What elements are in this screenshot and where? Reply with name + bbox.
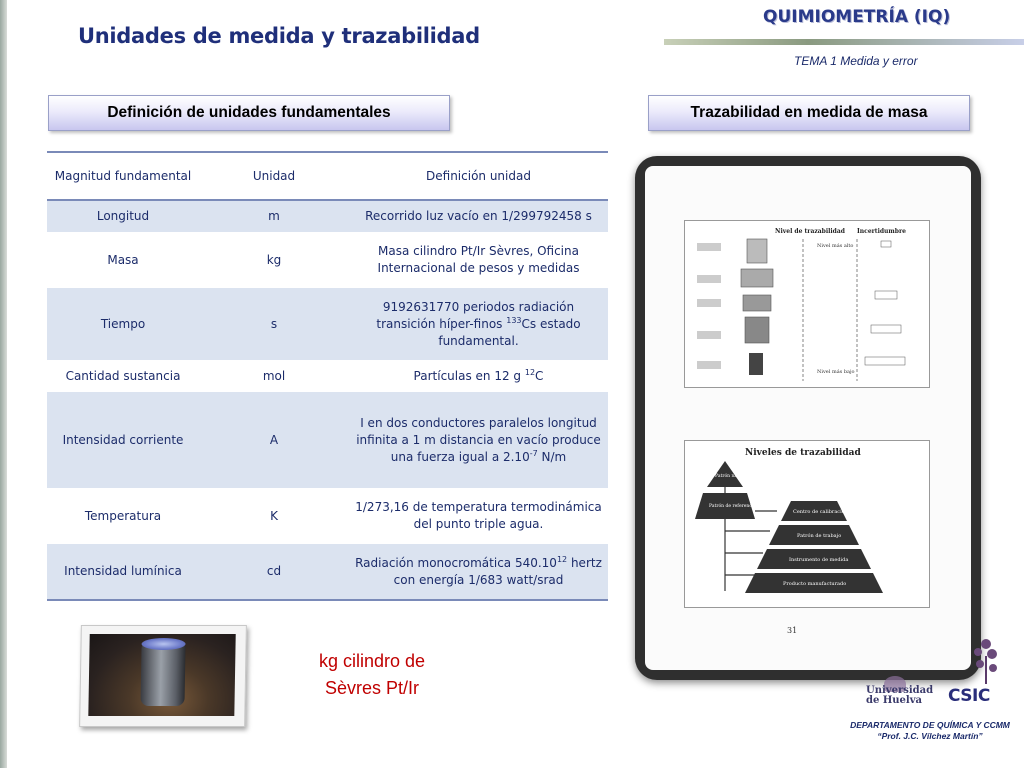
pyramid-level: Centro de calibración [793,509,848,515]
department-name: DEPARTAMENTO DE QUÍMICA Y CCMM [850,720,1010,730]
magnitude-cell: Intensidad corriente [47,392,199,488]
fig1-level-low: Nivel más bajo [817,369,855,375]
photo-caption: kg cilindro de Sèvres Pt/Ir [318,651,426,698]
pyramid-level: Patrón de trabajo [797,533,842,539]
table-row [47,288,608,360]
department-honoree: “Prof. J.C. Vílchez Martín” [877,731,983,741]
fig1-level-high: Nivel más alto [817,243,854,249]
definition-cell: 9192631770 periodos radiación transición híper-finos $^{133}$Cs estado fundamental. [349,288,608,360]
pyramid-top-label: Patrón nacional [715,474,751,479]
traceability-chain-figure [684,220,930,388]
magnitude-cell: Masa [107,252,139,267]
photo-image [88,634,235,716]
unit-cell: A [199,392,349,488]
definition-cell: I en dos conductores paralelos longitud infinita a 1 m distancia en vacío produce una fuerza igual a $2.10^{-7}$ N/m [349,392,608,488]
definition-cell: Masa cilindro Pt/Ir Sèvres, Oficina Internacional de pesos y medidas [377,244,580,275]
header-magnitude: Magnitud fundamental [47,152,199,200]
fig2-title: Niveles de trazabilidad [745,448,861,458]
unit-cell: kg [266,252,282,267]
magnitude-cell: Intensidad lumínica [47,544,199,600]
magnitude-cell: Tiempo [47,288,199,360]
table-row [47,544,608,600]
csic-tree-icon [968,636,998,686]
magnitude-cell: Longitud [47,200,199,232]
university-huelva-logo [866,676,934,716]
pyramid-reference-label: Patrón de referencia [709,504,756,509]
csic-logo [948,636,998,710]
unit-cell: cd [199,544,349,600]
section-tab-traceability: Trazabilidad en medida de masa [648,95,970,131]
definition-cell: Radiación monocromática 540.10$^{12}$ hertz con energía 1/683 watt/srad [349,544,608,600]
fig1-column-label: Incertidumbre [857,228,906,235]
table-row [47,360,608,392]
cylinder-shape [140,644,185,706]
unit-cell: s [199,288,349,360]
department-credit [830,720,1024,742]
csic-name: CSIC [948,686,990,706]
tablet-frame [635,156,981,680]
scan-page-number: 31 [787,626,798,635]
definition-cell: Recorrido luz vacío en 1/299792458 s [349,200,608,232]
definition-cell: Partículas en 12 g $^{12}$C [413,367,544,383]
table-row [47,392,608,488]
table-header-row [47,152,608,200]
table-row [47,232,608,288]
university-name: Universidad de Huelva [866,685,934,706]
table-row [47,488,608,544]
unit-cell: m [199,200,349,232]
units-table [47,151,608,601]
unit-cell: K [270,508,278,523]
kilogram-prototype-photo [79,625,247,727]
table-row [47,200,608,232]
brand-divider [664,39,1024,45]
brand-title: QUIMIOMETRÍA (IQ) [763,7,951,27]
fig1-column-label: Nivel de trazabilidad [775,228,845,235]
tablet-screen [645,166,971,670]
unit-cell: mol [262,368,286,383]
topic-label: TEMA 1 Medida y error [794,54,918,68]
cylinder-top-shape [141,638,185,650]
left-accent-bar [0,0,7,768]
page-title: Unidades de medida y trazabilidad [78,24,480,48]
definition-cell: 1/273,16 de temperatura termodinámica del punto triple agua. [355,500,602,531]
header-unit: Unidad [199,152,349,200]
magnitude-cell: Cantidad sustancia [65,368,181,383]
header-definition: Definición unidad [349,152,608,200]
section-tab-units: Definición de unidades fundamentales [48,95,450,131]
pyramid-level: Producto manufacturado [783,581,847,587]
pyramid-level: Instrumento de medida [789,557,849,563]
traceability-pyramid-figure [684,440,930,608]
magnitude-cell: Temperatura [84,508,162,523]
